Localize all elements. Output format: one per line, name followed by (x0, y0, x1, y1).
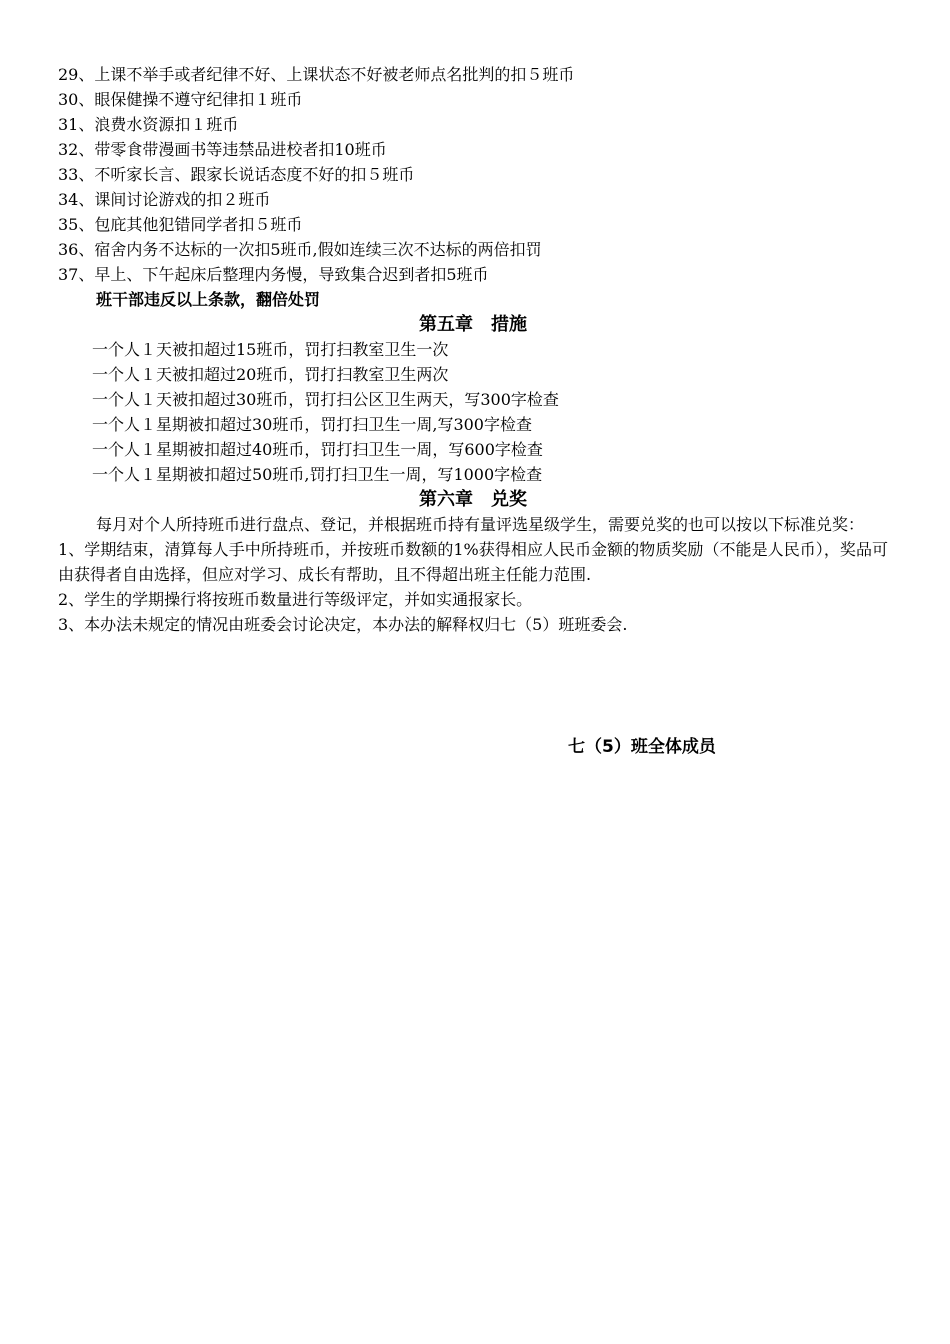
chapter5-list (58, 337, 888, 487)
measure-item: 一个人１星期被扣超过40班币，罚打扫卫生一周，写600字检查 (92, 440, 543, 459)
cadre-note: 班干部违反以上条款，翻倍处罚 (96, 290, 321, 309)
reward-item: 1、学期结束，清算每人手中所持班币，并按班币数额的1%获得相应人民币金额的物质奖励（不能是人民币），奖品可由获得者自由选择，但应对学习、成长有帮助，且不得超出班主任能力范围. (58, 540, 888, 584)
measure-item: 一个人１星期被扣超过50班币,罚打扫卫生一周，写1000字检查 (92, 465, 543, 484)
rule-item: 34、课间讨论游戏的扣２班币 (58, 190, 271, 209)
rules-list (58, 62, 888, 287)
rule-item: 31、浪费水资源扣１班币 (58, 115, 239, 134)
measure-item: 一个人１天被扣超过30班币，罚打扫公区卫生两天，写300字检查 (92, 390, 559, 409)
rule-item: 36、宿舍内务不达标的一次扣5班币,假如连续三次不达标的两倍扣罚 (58, 240, 542, 259)
measure-item: 一个人１星期被扣超过30班币，罚打扫卫生一周,写300字检查 (92, 415, 532, 434)
measure-item: 一个人１天被扣超过20班币，罚打扫教室卫生两次 (92, 365, 449, 384)
rule-item: 29、上课不举手或者纪律不好、上课状态不好被老师点名批判的扣５班币 (58, 65, 575, 84)
chapter6-title: 第六章 兑奖 (419, 489, 527, 510)
measure-item: 一个人１天被扣超过15班币，罚打扫教室卫生一次 (92, 340, 449, 359)
rule-item: 35、包庇其他犯错同学者扣５班币 (58, 215, 303, 234)
rule-item: 37、早上、下午起床后整理内务慢，导致集合迟到者扣5班币 (58, 265, 489, 284)
rule-item: 32、带零食带漫画书等违禁品进校者扣10班币 (58, 140, 387, 159)
document-body (58, 62, 888, 637)
chapter6-intro: 每月对个人所持班币进行盘点、登记，并根据班币持有量评选星级学生，需要兑奖的也可以按以下标准兑奖： (96, 515, 865, 534)
reward-item: 2、学生的学期操行将按班币数量进行等级评定，并如实通报家长。 (58, 590, 533, 609)
rule-item: 33、不听家长言、跟家长说话态度不好的扣５班币 (58, 165, 415, 184)
rule-item: 30、眼保健操不遵守纪律扣１班币 (58, 90, 303, 109)
chapter5-title: 第五章 措施 (419, 314, 527, 335)
reward-item: 3、本办法未规定的情况由班委会讨论决定，本办法的解释权归七（5）班班委会. (58, 615, 628, 634)
signature: 七（5）班全体成员 (568, 737, 716, 757)
